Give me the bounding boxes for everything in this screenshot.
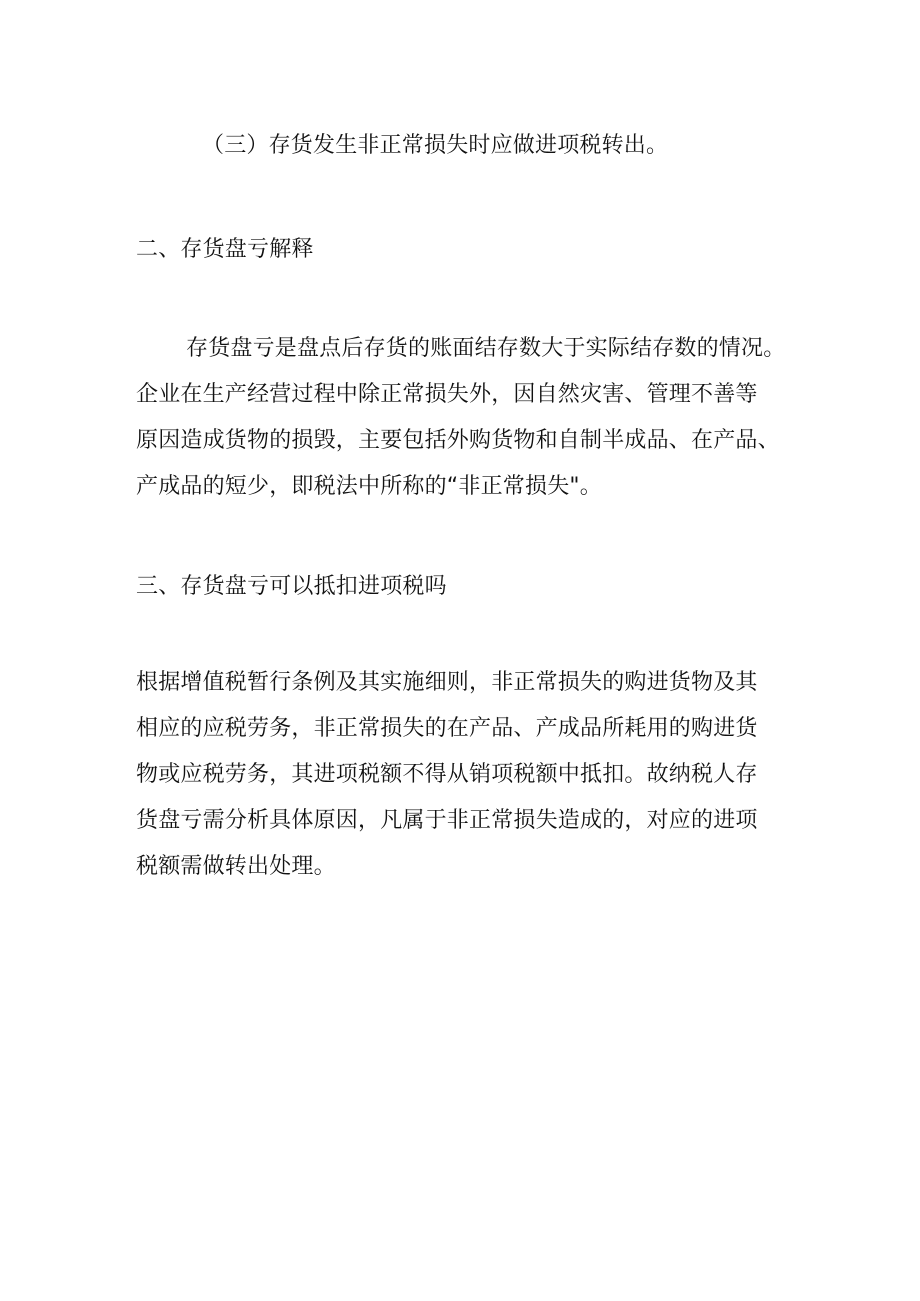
list-item-three: （三）存货发生非正常损失时应做进项税转出。 [202, 133, 669, 158]
section-three-heading: 三、存货盘亏可以抵扣进项税吗 [136, 574, 447, 599]
section-two-paragraph [136, 326, 826, 510]
paragraph-line: 原因造成货物的损毁，主要包括外购货物和自制半成品、在产品、 [136, 428, 780, 453]
paragraph-line: 产成品的短少，即税法中所称的“非正常损失"。 [136, 474, 602, 499]
paragraph-line: 货盘亏需分析具体原因，凡属于非正常损失造成的，对应的进项 [136, 808, 758, 833]
section-three-paragraph [136, 660, 826, 890]
paragraph-line: 相应的应税劳务，非正常损失的在产品、产成品所耗用的购进货 [136, 716, 758, 741]
paragraph-line: 企业在生产经营过程中除正常损失外，因自然灾害、管理不善等 [136, 382, 758, 407]
section-two-heading: 二、存货盘亏解释 [136, 237, 314, 262]
paragraph-line: 存货盘亏是盘点后存货的账面结存数大于实际结存数的情况。 [186, 336, 786, 361]
paragraph-line: 根据增值税暂行条例及其实施细则，非正常损失的购进货物及其 [136, 670, 758, 695]
paragraph-line: 物或应税劳务，其进项税额不得从销项税额中抵扣。故纳税人存 [136, 762, 758, 787]
paragraph-line: 税额需做转出处理。 [136, 854, 336, 879]
